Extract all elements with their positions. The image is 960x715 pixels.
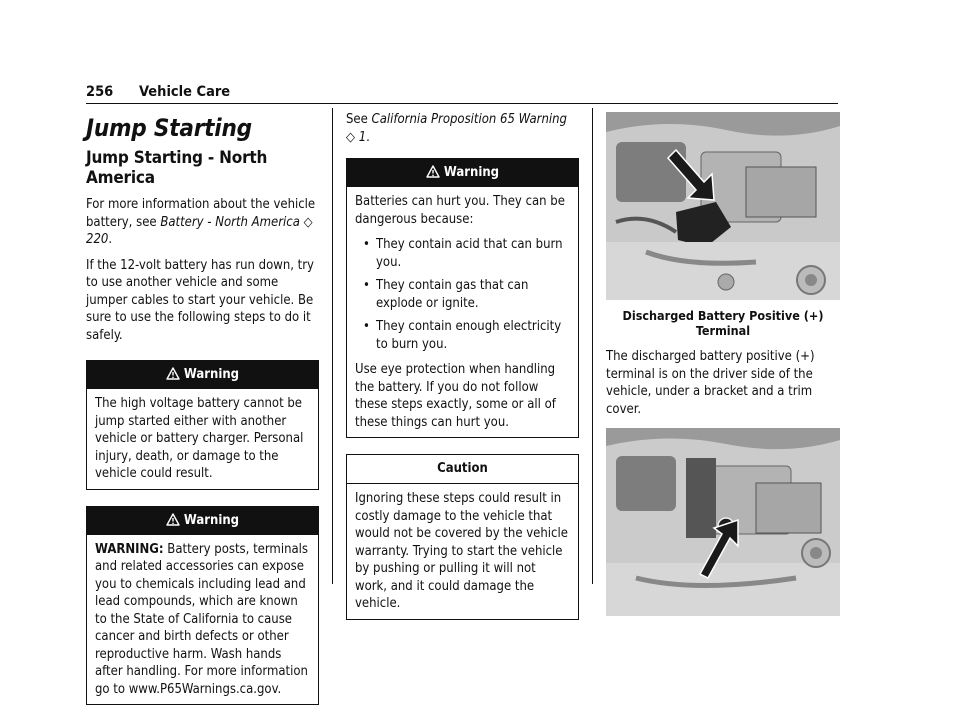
page-reference-diamond-icon: ◇ [346, 129, 359, 145]
chapter-heading: Jump Starting [86, 114, 252, 142]
section-title: Vehicle Care [139, 84, 231, 100]
list-item: • They contain enough electricity to burn you. [363, 318, 570, 353]
warning-box-high-voltage [86, 360, 319, 490]
engine-bay-illustration [606, 112, 840, 300]
intro-paragraph: For more information about the vehicle battery, see Battery - North America ◇ 220. [86, 197, 316, 247]
warning-box-battery-dangers [346, 158, 579, 438]
warning-box-header: Warning [87, 507, 318, 535]
column-3 [606, 108, 840, 616]
warning-box-header: Warning [87, 361, 318, 389]
warning-box-prop65 [86, 506, 319, 706]
list-item: • They contain acid that can burn you. [363, 236, 570, 271]
section-heading: Jump Starting - North America [86, 148, 268, 188]
photo-caption: Discharged Battery Positive (+) Terminal [622, 308, 824, 338]
prop65-reference-link[interactable]: California Proposition 65 Warning [371, 112, 567, 127]
column-divider-1 [332, 108, 333, 584]
steps-paragraph: If the 12-volt battery has run down, try to use another vehicle and some jumper cables to start your vehicle. Be sure to use the following steps to do it safely. [86, 257, 314, 343]
header-rule [86, 103, 838, 104]
warning-box-header: Warning [347, 159, 578, 187]
caution-box-header: Caution [347, 455, 578, 484]
warning-triangle-icon [166, 513, 180, 526]
warning-text: WARNING: Battery posts, terminals and related accessories can expose you to chemicals including lead and lead compounds, which are known to the State of California to cause cancer and birth defects or other reproductive harm. Wash hands after handling. For more information go to www.P65Warnings.ca.gov. [95, 541, 309, 697]
warning-triangle-icon [166, 367, 180, 380]
list-item: • They contain gas that can explode or ignite. [363, 277, 570, 312]
engine-bay-photo-top [606, 112, 840, 300]
running-header [86, 84, 838, 102]
caution-text: Ignoring these steps could result in costly damage to the vehicle that would not be covered by the vehicle warranty. Trying to start the vehicle by pushing or pulling it will not work, and it could damage the vehicle. [355, 491, 568, 611]
battery-reference-link[interactable]: Battery - North America [160, 214, 300, 230]
warning-triangle-icon [426, 165, 440, 178]
engine-bay-illustration [606, 428, 840, 616]
engine-bay-photo-bottom [606, 428, 840, 616]
page-reference-diamond-icon: ◇ [299, 214, 313, 230]
terminal-location-paragraph: The discharged battery positive (+) terminal is on the driver side of the vehicle, under a bracket and a trim cover. [606, 349, 815, 417]
see-reference-paragraph: See California Proposition 65 Warning ◇ 1. [346, 112, 567, 145]
warning-text: The high voltage battery cannot be jump started either with another vehicle or battery charger. Personal injury, death, or damage to the vehicle could result. [95, 396, 304, 481]
column-2 [346, 108, 579, 630]
warning-bullet-list [355, 236, 570, 353]
caution-box [346, 454, 579, 620]
warning-intro: Batteries can hurt you. They can be dangerous because: [355, 194, 565, 227]
page-number: 256 [86, 84, 114, 100]
warning-outro: Use eye protection when handling the battery. If you do not follow these steps exactly, some or all of these things can hurt you. [355, 362, 556, 430]
column-1 [86, 108, 319, 715]
column-divider-2 [592, 108, 593, 584]
